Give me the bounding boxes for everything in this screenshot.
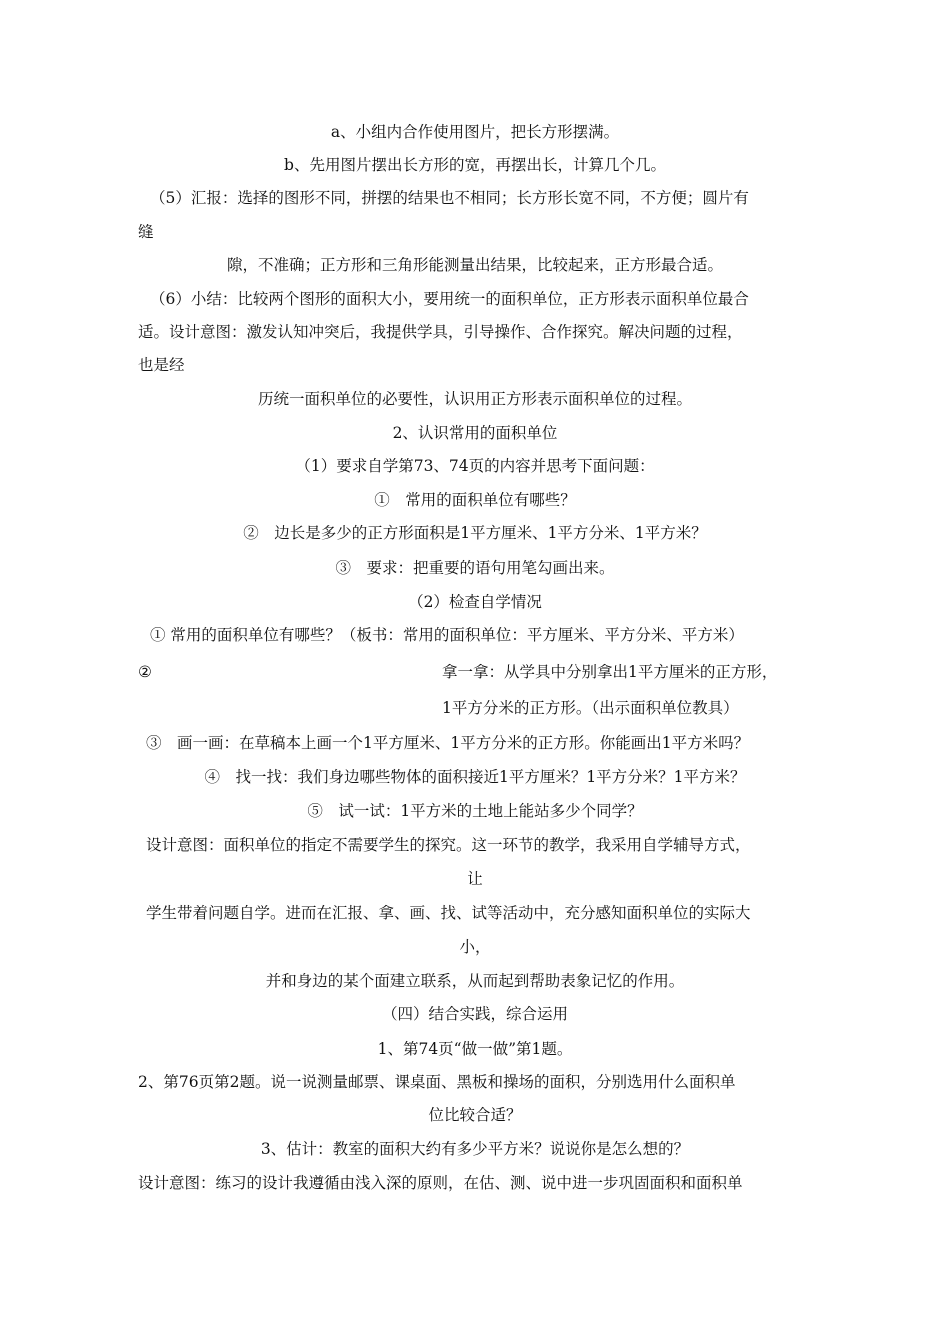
list-item: 拿一拿：从学具中分别拿出1平方厘米的正方形， xyxy=(442,663,778,681)
text-line: （5）汇报：选择的图形不同，拼摆的结果也不相同；长方形长宽不同，不方便；圆片有 xyxy=(150,189,749,207)
exercise-item: 1、第74页“做一做”第1题。 xyxy=(377,1040,573,1058)
text-line: 并和身边的某个面建立联系，从而起到帮助表象记忆的作用。 xyxy=(265,972,685,990)
list-item: ③ 画一画：在草稿本上画一个1平方厘米、1平方分米的正方形。你能画出1平方米吗？ xyxy=(146,734,750,752)
text-line: 设计意图：面积单位的指定不需要学生的探究。这一环节的教学，我采用自学辅导方式， xyxy=(146,836,751,854)
list-item: ③ 要求：把重要的语句用笔勾画出来。 xyxy=(335,559,615,577)
list-item: ⑤ 试一试：1平方米的土地上能站多少个同学？ xyxy=(307,802,643,820)
list-item: ① 常用的面积单位有哪些？（板书：常用的面积单位：平方厘米、平方分米、平方米） xyxy=(150,626,744,644)
section-heading: （四）结合实践，综合运用 xyxy=(381,1005,568,1023)
section-heading: 2、认识常用的面积单位 xyxy=(392,424,558,442)
text-line: 设计意图：练习的设计我遵循由浅入深的原则，在估、测、说中进一步巩固面积和面积单 xyxy=(138,1174,743,1192)
text-line: 隙，不准确；正方形和三角形能测量出结果，比较起来，正方形最合适。 xyxy=(226,256,723,274)
list-marker: ② xyxy=(138,663,152,681)
text-line: 让 xyxy=(467,870,483,888)
text-line: 也是经 xyxy=(138,356,185,374)
exercise-item: 3、估计：教室的面积大约有多少平方米？说说你是怎么想的？ xyxy=(260,1140,690,1158)
exercise-item: 2、第76页第2题。说一说测量邮票、课桌面、黑板和操场的面积，分别选用什么面积单 xyxy=(138,1073,736,1091)
text-line: 学生带着问题自学。进而在汇报、拿、画、找、试等活动中，充分感知面积单位的实际大 xyxy=(146,904,751,922)
list-item: ② 边长是多少的正方形面积是1平方厘米、1平方分米、1平方米？ xyxy=(243,524,707,542)
text-line: （1）要求自学第73、74页的内容并思考下面问题： xyxy=(295,457,655,475)
text-line: （2）检查自学情况 xyxy=(408,593,542,611)
text-line: b、先用图片摆出长方形的宽，再摆出长，计算几个几。 xyxy=(284,156,666,174)
text-line: a、小组内合作使用图片，把长方形摆满。 xyxy=(330,123,620,141)
list-item: ① 常用的面积单位有哪些？ xyxy=(374,491,576,509)
text-line: 缝 xyxy=(138,223,154,241)
text-line: 位比较合适？ xyxy=(428,1106,522,1124)
text-line: （6）小结：比较两个图形的面积大小，要用统一的面积单位，正方形表示面积单位最合 xyxy=(150,290,749,308)
text-line: 1平方分米的正方形。（出示面积单位教具） xyxy=(442,699,739,717)
text-line: 历统一面积单位的必要性，认识用正方形表示面积单位的过程。 xyxy=(257,390,692,408)
text-line: 小， xyxy=(459,938,491,956)
list-item: ④ 找一找：我们身边哪些物体的面积接近1平方厘米？1平方分米？1平方米？ xyxy=(204,768,746,786)
text-line: 适。设计意图：激发认知冲突后，我提供学具，引导操作、合作探究。解决问题的过程， xyxy=(138,323,743,341)
